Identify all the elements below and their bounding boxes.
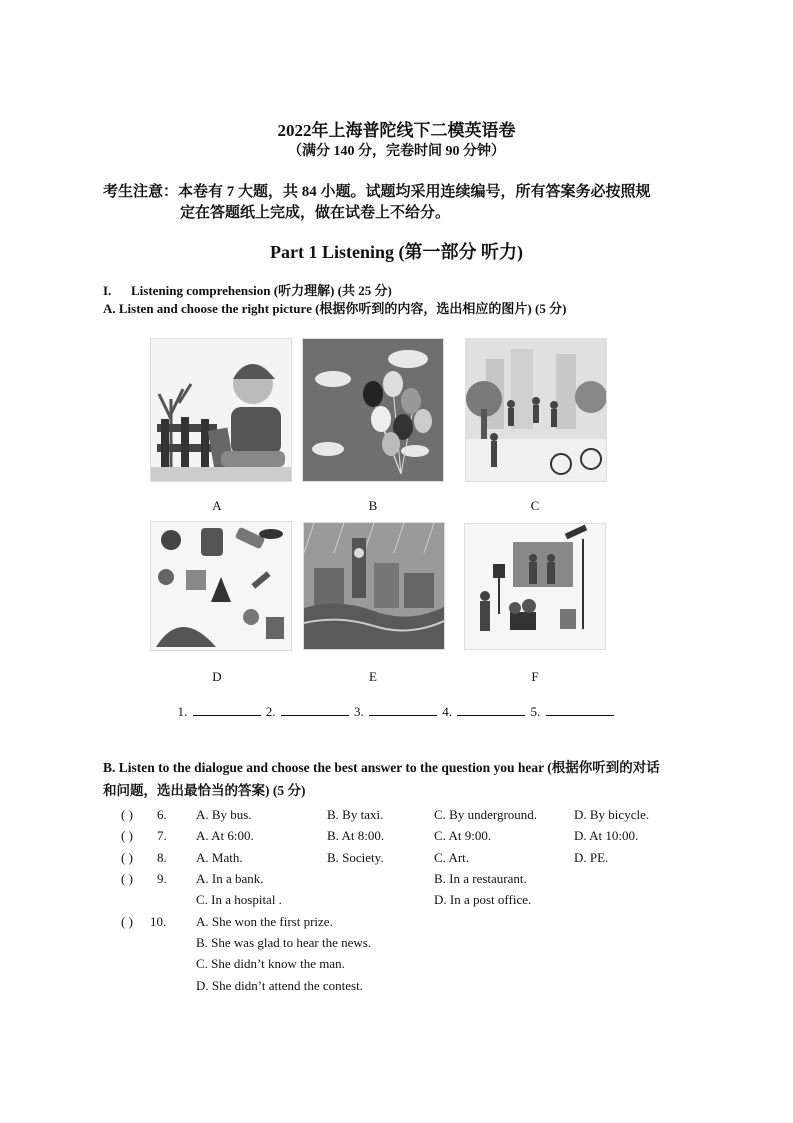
q6-option-b: B. By taxi. xyxy=(327,807,384,822)
camping-gear-icon xyxy=(151,522,291,650)
picture-e-label: E xyxy=(369,669,377,684)
picture-a xyxy=(150,338,292,482)
balloons-icon xyxy=(303,339,443,481)
picture-c xyxy=(465,338,607,482)
q10-number: 10. xyxy=(150,914,167,929)
child-fence-icon xyxy=(151,339,291,481)
q7-option-c: C. At 9:00. xyxy=(434,828,492,843)
q8-option-b: B. Society. xyxy=(327,850,384,865)
q10-option-c: C. She didn’t know the man. xyxy=(196,956,345,971)
section-1-number: I. xyxy=(103,283,112,298)
q7-option-b: B. At 8:00. xyxy=(327,828,385,843)
picture-b-label: B xyxy=(368,498,378,513)
q10-paren[interactable]: ( ) xyxy=(121,914,133,929)
blank-4[interactable] xyxy=(457,703,525,716)
blank-2-label: 2. xyxy=(265,704,276,719)
picture-f xyxy=(464,523,606,650)
picture-e xyxy=(303,522,445,650)
picture-b xyxy=(302,338,444,482)
q6-option-a: A. By bus. xyxy=(196,807,252,822)
q8-option-a: A. Math. xyxy=(196,850,243,865)
q6-paren[interactable]: ( ) xyxy=(121,807,133,822)
q9-option-a: A. In a bank. xyxy=(196,871,264,886)
picture-d-label: D xyxy=(212,669,222,684)
q10-option-d: D. She didn’t attend the contest. xyxy=(196,978,363,993)
blank-3[interactable] xyxy=(369,703,437,716)
blank-4-label: 4. xyxy=(442,704,452,719)
q8-option-c: C. Art. xyxy=(434,850,470,865)
section-b-title-line-1: B. Listen to the dialogue and choose the best answer to the question you hear (根据你听到的对话 xyxy=(103,760,660,775)
blank-5[interactable] xyxy=(546,703,614,716)
blank-1[interactable] xyxy=(193,703,261,716)
q7-option-a: A. At 6:00. xyxy=(196,828,254,843)
section-b-title-line-2: 和问题，选出最恰当的答案) (5 分) xyxy=(103,783,306,798)
q10-option-b: B. She was glad to hear the news. xyxy=(196,935,372,950)
section-1-title: Listening comprehension (听力理解) (共 25 分) xyxy=(131,283,392,298)
film-set-icon xyxy=(465,524,605,649)
picture-a-label: A xyxy=(212,498,222,513)
park-people-icon xyxy=(466,339,606,481)
section-1-heading xyxy=(103,280,392,299)
notice-line-2: 定在答题纸上完成，做在试卷上不给分。 xyxy=(180,205,451,221)
notice-line-1: 考生注意：本卷有 7 大题，共 84 小题。试题均采用连续编号，所有答案务必按照规 xyxy=(103,184,651,200)
picture-c-label: C xyxy=(530,498,540,513)
q8-option-d: D. PE. xyxy=(574,850,609,865)
q9-option-d: D. In a post office. xyxy=(434,892,532,907)
section-a-title: A. Listen and choose the right picture (根据你听到的内容，选出相应的图片) (5 分) xyxy=(103,301,567,316)
blank-2[interactable] xyxy=(281,703,349,716)
q9-option-b: B. In a restaurant. xyxy=(434,871,527,886)
q10-option-a: A. She won the first prize. xyxy=(196,914,333,929)
q9-number: 9. xyxy=(157,871,167,886)
blank-5-label: 5. xyxy=(530,704,541,719)
q7-paren[interactable]: ( ) xyxy=(121,828,133,843)
answer-blanks xyxy=(0,703,793,720)
q8-number: 8. xyxy=(157,850,167,865)
page-subtitle: （满分 140 分，完卷时间 90 分钟） xyxy=(288,144,505,159)
picture-d xyxy=(150,521,292,651)
q6-number: 6. xyxy=(157,807,167,822)
part-title: Part 1 Listening (第一部分 听力) xyxy=(270,242,523,262)
blank-1-label: 1. xyxy=(177,704,188,719)
q9-option-c: C. In a hospital . xyxy=(196,892,282,907)
q7-number: 7. xyxy=(157,828,167,843)
q7-option-d: D. At 10:00. xyxy=(574,828,639,843)
blank-3-label: 3. xyxy=(354,704,364,719)
flood-city-icon xyxy=(304,523,444,649)
q6-option-d: D. By bicycle. xyxy=(574,807,650,822)
picture-f-label: F xyxy=(531,669,539,684)
q9-paren[interactable]: ( ) xyxy=(121,871,133,886)
q8-paren[interactable]: ( ) xyxy=(121,850,133,865)
q6-option-c: C. By underground. xyxy=(434,807,538,822)
page-title: 2022年上海普陀线下二模英语卷 xyxy=(277,121,516,140)
